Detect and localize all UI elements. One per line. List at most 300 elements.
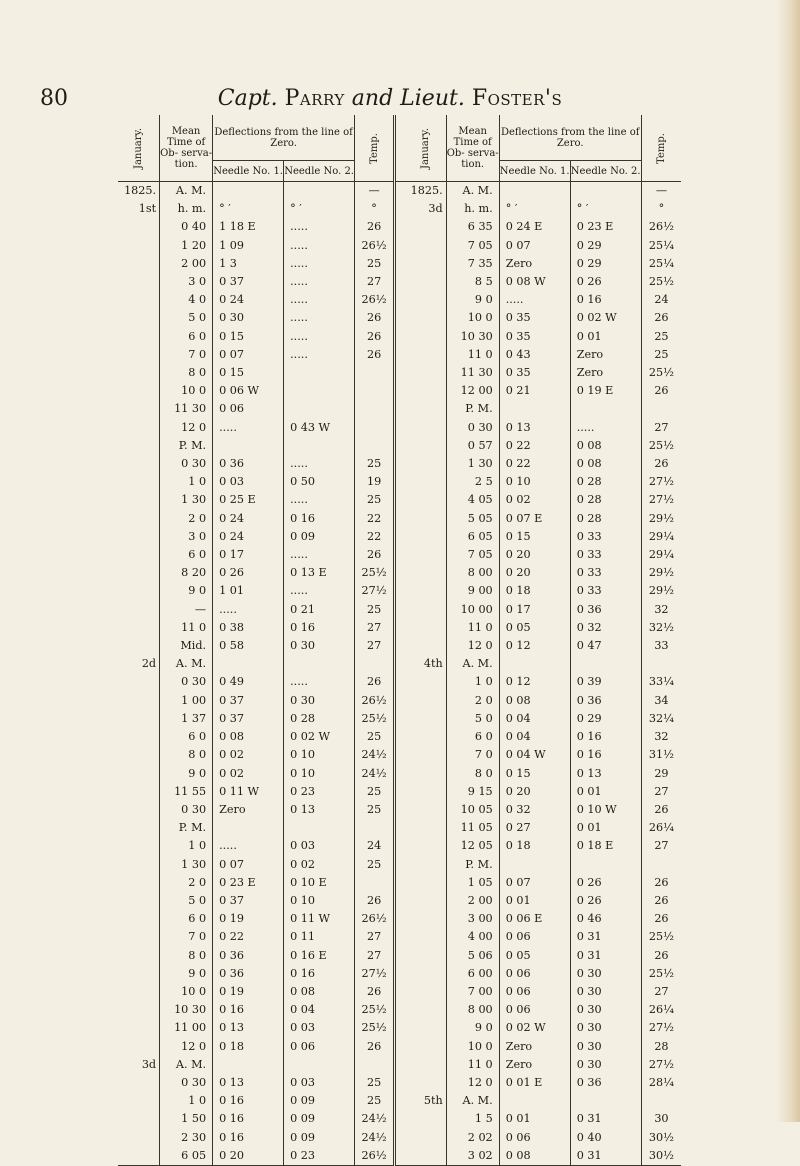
- needle2-cell: 0 29: [570, 237, 641, 255]
- column-separator: [395, 1056, 405, 1074]
- day-cell: [405, 1129, 447, 1147]
- column-separator: [395, 582, 405, 600]
- column-separator: [395, 473, 405, 491]
- day-cell: [405, 765, 447, 783]
- time-cell: 11 0: [160, 619, 213, 637]
- needle2-cell: 0 03: [284, 1019, 355, 1037]
- needle1-cell: .....: [213, 601, 284, 619]
- time-cell: 6 0: [160, 328, 213, 346]
- column-separator: [395, 637, 405, 655]
- day-cell: [118, 419, 160, 437]
- day-cell: [118, 455, 160, 473]
- time-cell: 5 0: [160, 892, 213, 910]
- column-separator: [395, 346, 405, 364]
- needle2-cell: 0 16: [570, 728, 641, 746]
- table-row: [118, 346, 681, 364]
- table-row: [118, 1019, 681, 1037]
- needle1-cell: 0 20: [499, 564, 570, 582]
- needle1-cell: 0 35: [499, 364, 570, 382]
- needle2-cell: 0 50: [284, 473, 355, 491]
- table-row: [118, 655, 681, 673]
- needle1-cell: 0 12: [499, 673, 570, 691]
- column-separator: [395, 291, 405, 309]
- day-cell: 3d: [405, 200, 447, 218]
- time-cell: 3 02: [446, 1147, 499, 1166]
- needle1-cell: 0 06: [213, 400, 284, 418]
- needle2-cell: .....: [284, 491, 355, 509]
- needle1-cell: 0 25 E: [213, 491, 284, 509]
- needle1-cell: 0 02: [499, 491, 570, 509]
- time-cell: 7 00: [446, 983, 499, 1001]
- temp-cell: 26: [366, 1039, 382, 1053]
- time-cell: 6 0: [160, 728, 213, 746]
- needle2-cell: .....: [284, 328, 355, 346]
- needle1-cell: 0 08: [213, 728, 284, 746]
- needle1-cell: 0 22: [499, 455, 570, 473]
- table-row: [118, 874, 681, 892]
- page-edge: [776, 0, 800, 1122]
- day-cell: [118, 218, 160, 236]
- day-cell: [118, 473, 160, 491]
- column-separator: [395, 564, 405, 582]
- needle2-cell: 0 30: [570, 1056, 641, 1074]
- table-row: [118, 1001, 681, 1019]
- day-cell: [405, 710, 447, 728]
- needle2-cell: 0 26: [570, 273, 641, 291]
- needle2-cell: Zero: [570, 346, 641, 364]
- needle1-cell: 0 16: [213, 1001, 284, 1019]
- needle2-cell: 0 39: [570, 673, 641, 691]
- day-cell: [405, 400, 447, 418]
- needle1-cell: 0 19: [213, 983, 284, 1001]
- day-cell: [405, 1110, 447, 1128]
- time-cell: 0 40: [160, 218, 213, 236]
- running-title: [40, 86, 740, 111]
- column-separator: [395, 328, 405, 346]
- column-separator: [395, 1092, 405, 1110]
- temp-cell: 27½: [648, 475, 674, 489]
- temp-cell: 28: [654, 1039, 669, 1053]
- temp-cell: 26: [366, 329, 382, 343]
- day-cell: [405, 947, 447, 965]
- day-cell: [405, 874, 447, 892]
- column-separator: [395, 510, 405, 528]
- needle1-cell: 0 19: [213, 910, 284, 928]
- temp-cell: [355, 874, 395, 892]
- temp-cell: 24½: [361, 1112, 387, 1126]
- needle2-cell: [570, 1092, 641, 1110]
- needle1-cell: 0 30: [213, 309, 284, 327]
- table-row: [118, 837, 681, 855]
- column-separator: [395, 273, 405, 291]
- temp-cell: 25½: [361, 1021, 387, 1035]
- temp-cell: 25½: [648, 930, 674, 944]
- time-cell: 8 00: [446, 564, 499, 582]
- day-cell: [405, 510, 447, 528]
- time-cell: 7 0: [446, 746, 499, 764]
- column-separator: [395, 255, 405, 273]
- needle2-cell: 0 30: [284, 692, 355, 710]
- column-separator: [395, 1074, 405, 1092]
- table-row: [118, 710, 681, 728]
- table-row: [118, 965, 681, 983]
- needle1-cell: 0 37: [213, 892, 284, 910]
- day-cell: [118, 801, 160, 819]
- needle2-cell: .....: [284, 546, 355, 564]
- temp-cell: [355, 400, 395, 418]
- table-row: [118, 819, 681, 837]
- needle2-cell: 0 46: [570, 910, 641, 928]
- needle2-cell: .....: [284, 346, 355, 364]
- day-cell: [405, 582, 447, 600]
- day-cell: [118, 1147, 160, 1166]
- needle1-cell: Zero: [499, 255, 570, 273]
- time-cell: 6 35: [446, 218, 499, 236]
- temp-cell: 32½: [648, 620, 674, 634]
- time-cell: 1 30: [160, 856, 213, 874]
- day-cell: [118, 255, 160, 273]
- day-cell: [405, 491, 447, 509]
- needle2-cell: 0 10: [284, 746, 355, 764]
- needle2-cell: 0 03: [284, 1074, 355, 1092]
- needle2-cell: 0 43 W: [284, 419, 355, 437]
- needle1-cell: 0 35: [499, 309, 570, 327]
- needle2-cell: 0 31: [570, 1110, 641, 1128]
- needle2-cell: .....: [284, 218, 355, 236]
- table-row: [118, 1147, 681, 1166]
- needle1-cell: 0 37: [213, 273, 284, 291]
- needle1-cell: 0 36: [213, 965, 284, 983]
- day-cell: [405, 255, 447, 273]
- column-separator: [395, 892, 405, 910]
- temp-cell: [641, 1092, 681, 1110]
- temp-cell: 27½: [648, 493, 674, 507]
- time-cell: 11 00: [160, 1019, 213, 1037]
- day-cell: 1825.: [118, 182, 160, 201]
- day-cell: [118, 965, 160, 983]
- day-cell: [118, 328, 160, 346]
- needle1-cell: 0 07: [213, 346, 284, 364]
- needle2-cell: 0 33: [570, 582, 641, 600]
- time-cell: P. M.: [160, 819, 213, 837]
- needle2-cell: 0 33: [570, 546, 641, 564]
- temp-cell: 26: [366, 984, 382, 998]
- time-cell: 5 05: [446, 510, 499, 528]
- needle2-cell: 0 09: [284, 528, 355, 546]
- needle1-cell: 0 04 W: [499, 746, 570, 764]
- temp-cell: 22: [366, 529, 382, 543]
- needle2-cell: 0 01: [570, 783, 641, 801]
- column-separator: [395, 491, 405, 509]
- time-cell: 4 00: [446, 928, 499, 946]
- needle2-cell: 0 16: [570, 746, 641, 764]
- column-separator: [395, 437, 405, 455]
- table-row: [118, 255, 681, 273]
- time-cell: 1 5: [446, 1110, 499, 1128]
- day-cell: [405, 237, 447, 255]
- temp-cell: 25: [366, 857, 382, 871]
- needle2-cell: [570, 400, 641, 418]
- temp-cell: 30½: [648, 1130, 674, 1144]
- day-cell: [118, 528, 160, 546]
- needle1-cell: 0 08: [499, 692, 570, 710]
- needle1-cell: 1 09: [213, 237, 284, 255]
- temp-cell: 24½: [361, 1130, 387, 1144]
- time-cell: 8 20: [160, 564, 213, 582]
- time-cell: P. M.: [446, 400, 499, 418]
- needle1-cell: 0 01 E: [499, 1074, 570, 1092]
- time-cell: Mid.: [160, 637, 213, 655]
- temp-cell: 25: [366, 802, 382, 816]
- needle1-cell: [213, 182, 284, 201]
- needle1-cell: 0 15: [499, 765, 570, 783]
- day-cell: [118, 837, 160, 855]
- needle2-cell: Zero: [570, 364, 641, 382]
- column-separator: [395, 965, 405, 983]
- temp-cell: 24: [654, 293, 669, 307]
- day-cell: [118, 746, 160, 764]
- needle1-cell: 0 04: [499, 710, 570, 728]
- time-cell: 12 0: [446, 637, 499, 655]
- needle1-cell: 0 24: [213, 510, 284, 528]
- day-cell: [405, 983, 447, 1001]
- column-separator: [395, 710, 405, 728]
- needle1-cell: [213, 655, 284, 673]
- temp-cell: 30: [654, 1112, 669, 1126]
- temp-cell: 22: [366, 511, 382, 525]
- day-cell: [118, 601, 160, 619]
- table-row: [118, 400, 681, 418]
- temp-cell: 26: [366, 220, 382, 234]
- temp-cell: 27: [654, 839, 669, 853]
- needle1-cell: 0 15: [499, 528, 570, 546]
- needle2-cell: 0 31: [570, 928, 641, 946]
- needle2-cell: .....: [284, 455, 355, 473]
- needle2-cell: ° ′: [284, 200, 355, 218]
- time-cell: 7 05: [446, 546, 499, 564]
- table-row: [118, 1056, 681, 1074]
- observation-table: [118, 115, 681, 1166]
- temp-cell: 25½: [648, 275, 674, 289]
- needle2-cell: 0 28: [570, 473, 641, 491]
- day-cell: [118, 692, 160, 710]
- temp-cell: 31½: [648, 748, 674, 762]
- needle2-cell: 0 30: [570, 1038, 641, 1056]
- column-separator: [395, 947, 405, 965]
- needle2-cell: 0 10: [284, 765, 355, 783]
- time-cell: 11 0: [446, 346, 499, 364]
- needle1-cell: 0 20: [499, 783, 570, 801]
- day-cell: [405, 546, 447, 564]
- needle2-cell: 0 10 W: [570, 801, 641, 819]
- page-number: 80: [40, 86, 68, 111]
- day-cell: [118, 856, 160, 874]
- temp-cell: 27½: [648, 1021, 674, 1035]
- day-cell: 3d: [118, 1056, 160, 1074]
- column-separator: [395, 546, 405, 564]
- day-cell: [118, 1129, 160, 1147]
- time-cell: 12 0: [160, 1038, 213, 1056]
- time-cell: 1 0: [160, 837, 213, 855]
- column-separator: [395, 364, 405, 382]
- header-needle2-right: Needle No. 2.: [570, 161, 641, 182]
- needle2-cell: 0 32: [570, 619, 641, 637]
- time-cell: 2 0: [446, 692, 499, 710]
- needle1-cell: .....: [213, 837, 284, 855]
- needle2-cell: 0 30: [570, 1019, 641, 1037]
- temp-cell: [641, 400, 681, 418]
- time-cell: 1 30: [446, 455, 499, 473]
- day-cell: [405, 819, 447, 837]
- time-cell: 7 05: [446, 237, 499, 255]
- day-cell: [118, 1074, 160, 1092]
- temp-cell: 29¼: [648, 548, 674, 562]
- day-cell: [118, 582, 160, 600]
- time-cell: A. M.: [446, 1092, 499, 1110]
- needle1-cell: 0 02 W: [499, 1019, 570, 1037]
- temp-cell: 27: [654, 984, 669, 998]
- needle1-cell: 0 13: [499, 419, 570, 437]
- day-cell: [405, 419, 447, 437]
- header-temp-right: Temp.: [641, 115, 681, 182]
- time-cell: 11 05: [446, 819, 499, 837]
- needle2-cell: [570, 182, 641, 201]
- needle2-cell: 0 29: [570, 255, 641, 273]
- time-cell: 9 0: [160, 765, 213, 783]
- table-row: [118, 510, 681, 528]
- temp-cell: 27½: [361, 966, 387, 980]
- needle1-cell: [213, 1056, 284, 1074]
- needle1-cell: 0 20: [499, 546, 570, 564]
- temp-cell: 26: [654, 384, 669, 398]
- day-cell: [118, 1110, 160, 1128]
- needle2-cell: 0 08: [570, 455, 641, 473]
- table-row: [118, 546, 681, 564]
- needle2-cell: [284, 182, 355, 201]
- time-cell: 6 00: [446, 965, 499, 983]
- day-cell: [118, 309, 160, 327]
- time-cell: 7 0: [160, 346, 213, 364]
- needle1-cell: 0 02: [213, 746, 284, 764]
- needle2-cell: 0 11 W: [284, 910, 355, 928]
- needle2-cell: 0 09: [284, 1110, 355, 1128]
- needle2-cell: 0 29: [570, 710, 641, 728]
- day-cell: [405, 910, 447, 928]
- column-separator: [395, 655, 405, 673]
- needle2-cell: 0 31: [570, 947, 641, 965]
- temp-cell: 26: [366, 311, 382, 325]
- day-cell: [405, 309, 447, 327]
- day-cell: [405, 218, 447, 236]
- day-cell: [118, 491, 160, 509]
- time-cell: 0 30: [160, 1074, 213, 1092]
- temp-cell: [355, 655, 395, 673]
- needle1-cell: 0 21: [499, 382, 570, 400]
- day-cell: [118, 346, 160, 364]
- needle2-cell: 0 23 E: [570, 218, 641, 236]
- needle1-cell: 0 32: [499, 801, 570, 819]
- day-cell: [405, 455, 447, 473]
- needle2-cell: 0 30: [570, 965, 641, 983]
- table-row: [118, 1038, 681, 1056]
- temp-cell: [355, 1056, 395, 1074]
- needle1-cell: [499, 1092, 570, 1110]
- day-cell: [118, 382, 160, 400]
- day-cell: [118, 1019, 160, 1037]
- time-cell: 1 50: [160, 1110, 213, 1128]
- time-cell: 6 05: [160, 1147, 213, 1166]
- column-separator: [395, 237, 405, 255]
- temp-cell: 25½: [361, 1003, 387, 1017]
- time-cell: 0 57: [446, 437, 499, 455]
- needle2-cell: 0 28: [570, 510, 641, 528]
- table-row: [118, 892, 681, 910]
- day-cell: [118, 728, 160, 746]
- needle1-cell: 0 15: [213, 364, 284, 382]
- table-row: [118, 200, 681, 218]
- time-cell: 6 0: [160, 546, 213, 564]
- table-row: [118, 491, 681, 509]
- time-cell: 7 35: [446, 255, 499, 273]
- day-cell: [405, 965, 447, 983]
- time-cell: A. M.: [160, 182, 213, 201]
- day-cell: [405, 291, 447, 309]
- needle1-cell: 0 22: [213, 928, 284, 946]
- temp-cell: 27: [366, 948, 382, 962]
- day-cell: [405, 1038, 447, 1056]
- temp-cell: 25: [366, 256, 382, 270]
- header-needle2-left: Needle No. 2.: [284, 161, 355, 182]
- needle1-cell: 0 05: [499, 947, 570, 965]
- needle1-cell: 0 07: [499, 237, 570, 255]
- needle1-cell: 0 22: [499, 437, 570, 455]
- temp-cell: 28¼: [648, 1075, 674, 1089]
- day-cell: [405, 619, 447, 637]
- table-row: [118, 692, 681, 710]
- needle1-cell: ° ′: [213, 200, 284, 218]
- needle2-cell: 0 28: [284, 710, 355, 728]
- needle1-cell: 0 16: [213, 1129, 284, 1147]
- temp-cell: 27: [366, 930, 382, 944]
- day-cell: [405, 382, 447, 400]
- day-cell: [405, 1001, 447, 1019]
- time-cell: 4 05: [446, 491, 499, 509]
- time-cell: 7 0: [160, 928, 213, 946]
- time-cell: 8 0: [160, 947, 213, 965]
- time-cell: 10 30: [160, 1001, 213, 1019]
- needle2-cell: [284, 1056, 355, 1074]
- time-cell: 2 5: [446, 473, 499, 491]
- temp-cell: 29½: [648, 584, 674, 598]
- table-row: [118, 291, 681, 309]
- time-cell: 8 0: [446, 765, 499, 783]
- time-cell: 11 55: [160, 783, 213, 801]
- temp-cell: —: [368, 184, 380, 197]
- needle1-cell: 0 13: [213, 1019, 284, 1037]
- needle1-cell: 0 58: [213, 637, 284, 655]
- needle2-cell: .....: [284, 309, 355, 327]
- needle1-cell: 0 06: [499, 928, 570, 946]
- day-cell: [118, 983, 160, 1001]
- temp-cell: 26: [654, 802, 669, 816]
- needle1-cell: 0 16: [213, 1092, 284, 1110]
- needle2-cell: 0 11: [284, 928, 355, 946]
- day-cell: [118, 947, 160, 965]
- day-cell: 1825.: [405, 182, 447, 201]
- needle1-cell: 0 37: [213, 692, 284, 710]
- table-row: [118, 619, 681, 637]
- temp-cell: 25: [366, 457, 382, 471]
